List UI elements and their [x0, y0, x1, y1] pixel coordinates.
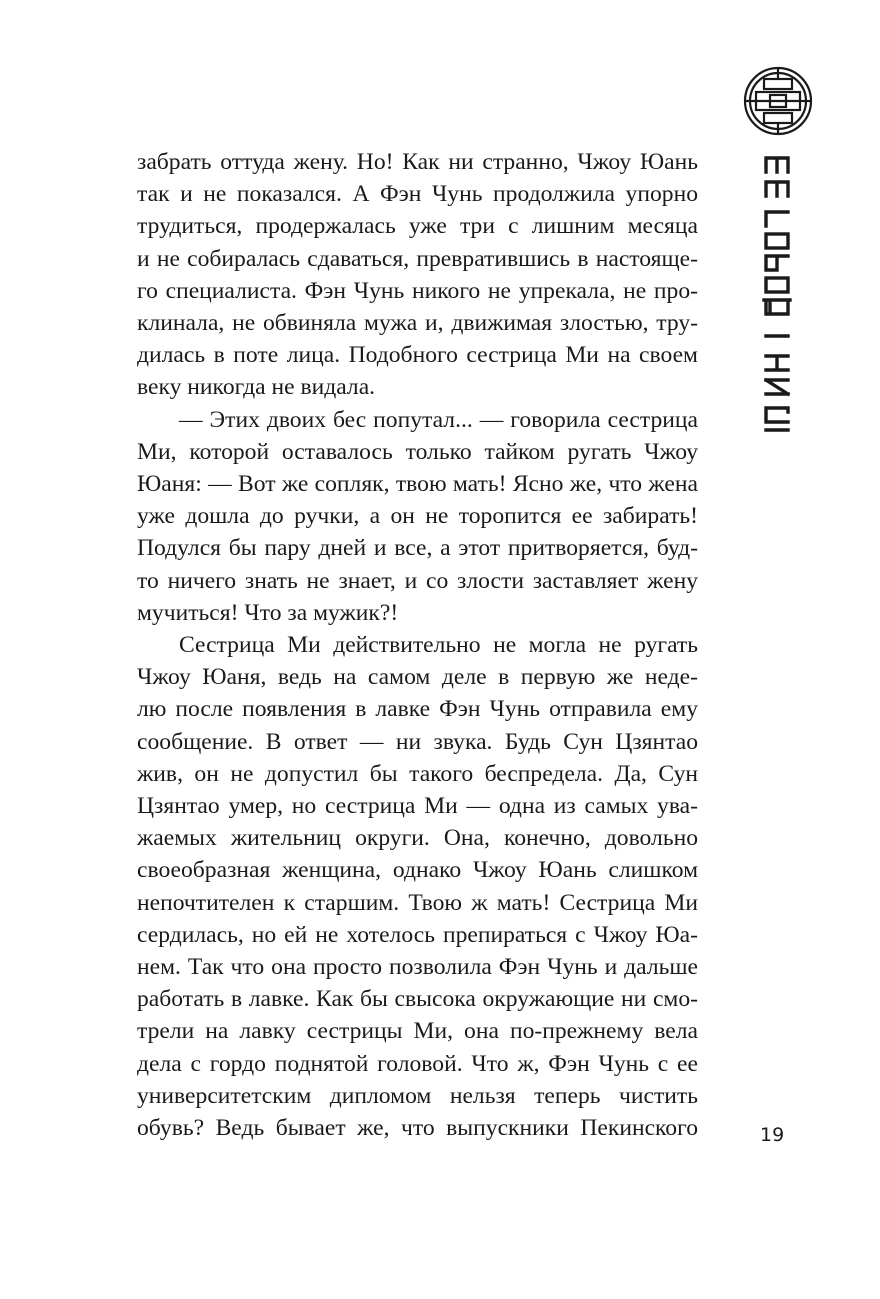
text-line: так и не показался. А Фэн Чунь продолжила упорно [137, 181, 698, 208]
text-line: го специалиста. Фэн Чунь никого не упрекала, не про- [137, 277, 698, 304]
text-line: дела с гордо поднятой головой. Что ж, Фэн Чунь с ее [137, 1050, 698, 1077]
running-title-glyphs [760, 150, 794, 440]
text-line: сообщение. В ответ — ни звука. Будь Сун Цзянтао [137, 728, 698, 755]
text-line: Цзянтао умер, но сестрица Ми — одна из самых ува- [137, 793, 698, 820]
text-line: мучиться! Что за мужик?! [137, 599, 399, 626]
chinese-knot-emblem-icon [742, 65, 814, 137]
text-line: Подулся бы пару дней и все, а этот притворяется, буд- [137, 535, 698, 562]
text-line: лю после появления в лавке Фэн Чунь отправила ему [137, 696, 698, 723]
text-line: дилась в поте лица. Подобного сестрица Ми на своем [137, 342, 698, 369]
text-line: нем. Так что она просто позволила Фэн Чунь и дальше [137, 954, 698, 981]
text-line: и не собиралась сдаваться, превратившись в настояще- [137, 245, 698, 272]
text-line: то ничего знать не знает, и со злости заставляет жену [137, 567, 698, 594]
text-line: обувь? Ведь бывает же, что выпускники Пекинского [137, 1115, 698, 1142]
text-line: Сестрица Ми действительно не могла не ругать [179, 632, 698, 659]
text-line: жив, он не допустил бы такого беспредела. Да, Сун [137, 760, 698, 787]
text-line: университетским дипломом нельзя теперь чистить [137, 1082, 698, 1109]
text-line: сердилась, но ей не хотелось препираться с Чжоу Юа- [137, 921, 698, 948]
text-line: уже дошла до ручки, а он не торопится ее забирать! [137, 503, 698, 530]
body-text [137, 146, 698, 1144]
text-line: забрать оттуда жену. Но! Как ни странно, Чжоу Юань [137, 149, 698, 175]
text-line: трели на лавку сестрицы Ми, она по-прежнему вела [137, 1018, 698, 1045]
page-number: 19 [760, 1124, 785, 1146]
text-line: Чжоу Юаня, ведь на самом деле в первую же неде- [137, 664, 698, 691]
text-line: Ми, которой оставалось только тайком ругать Чжоу [137, 438, 698, 465]
text-line: клинала, не обвиняла мужа и, движимая злостью, тру- [137, 310, 698, 337]
text-line: Юаня: — Вот же сопляк, твою мать! Ясно же, что жена [137, 471, 698, 498]
text-line: — Этих двоих бес попутал... — говорила сестрица [179, 406, 698, 433]
text-line: трудиться, продержалась уже три с лишним месяца [137, 213, 698, 240]
text-line: веку никогда не видала. [137, 374, 376, 401]
paragraph [137, 629, 698, 1144]
paragraph [137, 146, 698, 404]
text-line: непочтителен к старшим. Твою ж мать! Сестрица Ми [137, 889, 698, 916]
text-line: своеобразная женщина, однако Чжоу Юань слишком [137, 857, 698, 884]
text-line: жаемых жительниц округи. Она, конечно, довольно [137, 825, 698, 852]
paragraph [137, 404, 698, 629]
text-line: работать в лавке. Как бы свысока окружающие ни смо- [137, 986, 698, 1013]
running-title [760, 150, 794, 440]
